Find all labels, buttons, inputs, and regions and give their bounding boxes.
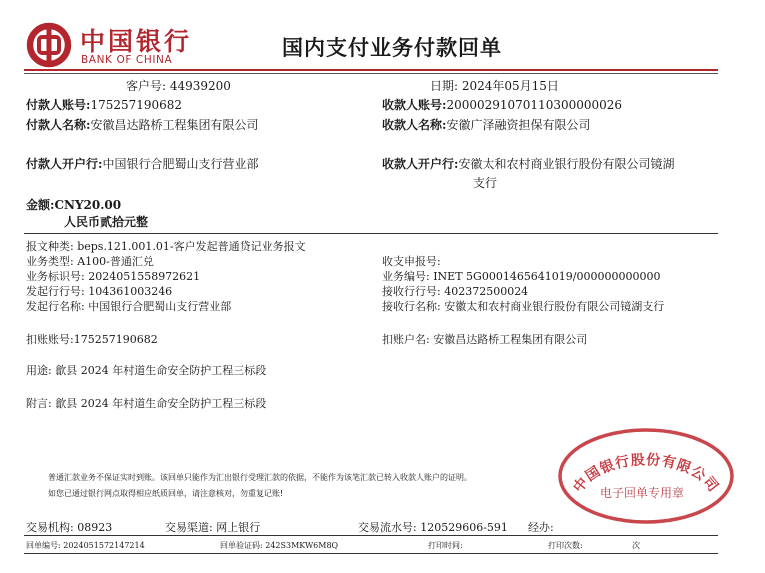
transaction-serial: 交易流水号: 120529606-591: [358, 521, 508, 534]
amount-row: [26, 196, 121, 213]
print-time: 打印时间:: [428, 541, 463, 550]
receiving-bank-number: 接收行行号: 402372500024: [382, 285, 529, 298]
message-type: 报文种类: beps.121.001.01-客户发起普通贷记业务报文: [26, 240, 306, 253]
bank-of-china-emblem-icon: [24, 20, 74, 70]
business-number: 业务编号: INET 5G0001465641019/000000000000: [382, 270, 661, 283]
payer-bank-row: [26, 155, 258, 172]
print-count: 打印次数:: [548, 541, 583, 550]
payee-name: 安徽广泽融资担保有限公司: [446, 118, 591, 132]
page-title: 国内支付业务付款回单: [282, 36, 502, 60]
receipt-date: 日期: 2024年05月15日: [430, 79, 559, 93]
payee-name-label: 收款人名称:: [382, 118, 447, 132]
sending-bank-name: 发起行名称: 中国银行合肥蜀山支行营业部: [26, 300, 232, 313]
transaction-org: 交易机构: 08923: [26, 521, 113, 534]
header-divider-thin: [24, 73, 718, 74]
handler: 经办:: [528, 521, 554, 534]
notice-line-1: 普通汇款业务不保证实时到账。该回单只能作为汇出银行受理汇款的依据，不能作为该笔汇款已转入收款人账户的证明。: [48, 473, 472, 482]
payer-account-label: 付款人账号:: [26, 98, 91, 112]
amount-in-words: 人民币贰拾元整: [64, 215, 149, 229]
header-divider-thick: [24, 69, 718, 71]
debit-account-name: 扣账户名: 安徽昌达路桥工程集团有限公司: [382, 333, 588, 346]
seal-center-text: 电子回单专用章: [600, 486, 685, 500]
electronic-seal: [556, 426, 736, 526]
payee-bank-row: [382, 155, 674, 172]
footer-divider-bottom: [24, 553, 718, 554]
payer-name-label: 付款人名称:: [26, 118, 91, 132]
seal-ring-text: 中国银行股份有限公司: [570, 452, 722, 496]
transaction-channel: 交易渠道: 网上银行: [165, 521, 261, 534]
payee-bank-label: 收款人开户行:: [382, 157, 459, 171]
payee-name-row: [382, 116, 590, 133]
payer-name: 安徽昌达路桥工程集团有限公司: [90, 118, 259, 132]
amount-value: CNY20.00: [54, 198, 122, 212]
debit-account: 扣账账号:175257190682: [26, 333, 158, 346]
payment-purpose: 用途: 歙县 2024 年村道生命安全防护工程三标段: [26, 364, 267, 377]
business-type: 业务类型: A100-普通汇兑: [26, 255, 154, 268]
amount-divider: [24, 233, 718, 234]
payee-account-row: [382, 96, 622, 113]
payer-account: 175257190682: [90, 98, 183, 112]
payee-account-label: 收款人账号:: [382, 98, 447, 112]
bank-logo: [24, 20, 193, 70]
amount-label: 金额:: [26, 198, 55, 212]
receipt-number: 回单编号: 2024051572147214: [26, 541, 145, 550]
footer-divider-top: [24, 535, 718, 536]
notice-line-2: 如您已通过银行网点取得相应纸质回单，请注意核对，勿重复记账!: [48, 489, 284, 498]
payer-bank-label: 付款人开户行:: [26, 157, 103, 171]
payment-note: 附言: 歙县 2024 年村道生命安全防护工程三标段: [26, 397, 267, 410]
receipt-declaration-number: 收支申报号:: [382, 255, 441, 268]
business-id: 业务标识号: 2024051558972621: [26, 270, 201, 283]
sending-bank-number: 发起行行号: 104361003246: [26, 285, 173, 298]
payer-account-row: [26, 96, 182, 113]
bank-name-cn: 中国银行: [80, 27, 193, 56]
receiving-bank-name: 接收行名称: 安徽太和农村商业银行股份有限公司镜湖支行: [382, 300, 665, 313]
payee-bank-line1: 安徽太和农村商业银行股份有限公司镜湖: [458, 157, 675, 171]
print-count-unit: 次: [632, 541, 640, 550]
payer-bank: 中国银行合肥蜀山支行营业部: [102, 157, 259, 171]
customer-number: 客户号: 44939200: [126, 79, 231, 93]
bank-name-en: BANK OF CHINA: [81, 54, 173, 66]
verification-code: 回单验证码: 242S3MKW6M8Q: [220, 541, 339, 550]
payee-account: 20000291070110300000026: [446, 98, 623, 112]
payer-name-row: [26, 116, 258, 133]
payee-bank-line2: 支行: [473, 176, 498, 190]
